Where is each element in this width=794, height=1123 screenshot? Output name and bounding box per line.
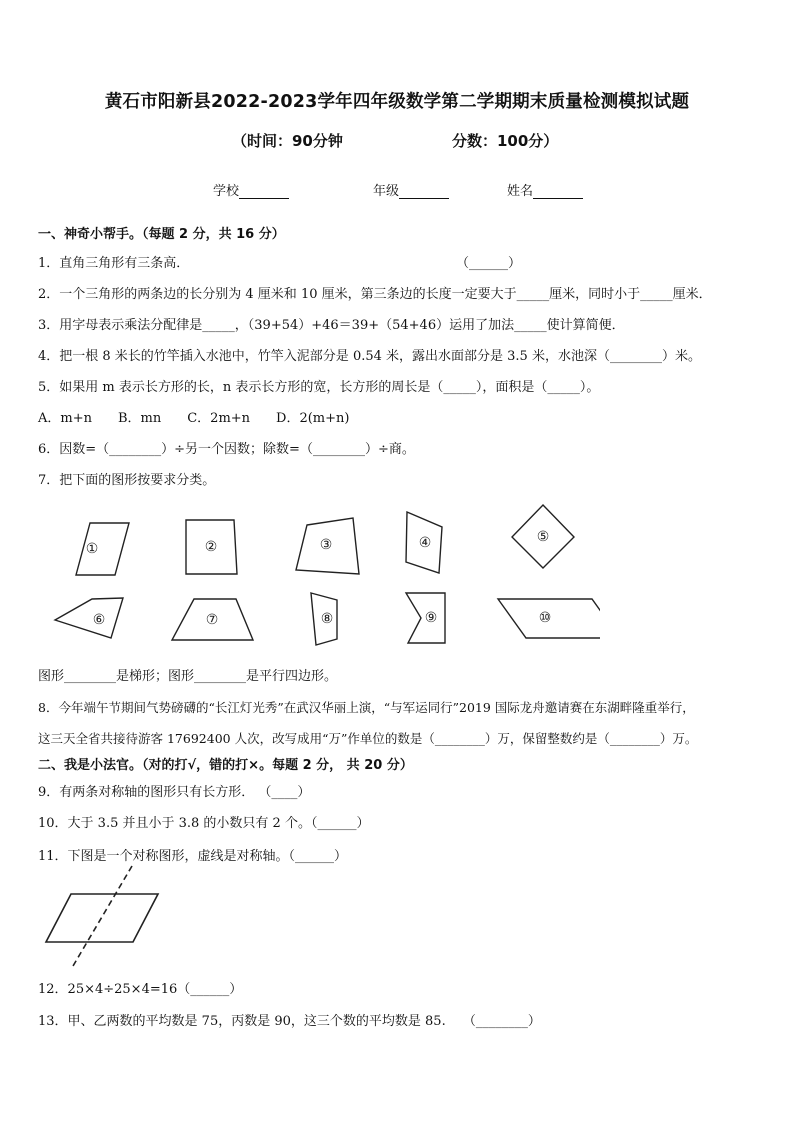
question-9: 9．有两条对称轴的图形只有长方形． （____） — [38, 785, 311, 800]
question-5: 5．如果用 m 表示长方形的长，n 表示长方形的宽，长方形的周长是（_____），面积是（_____）。 — [38, 380, 600, 395]
question-8-line-2: 这三天全省共接待游客 17692400 人次，改写成用“万”作单位的数是（________）万，保留整数约是（________）万。 — [38, 731, 698, 746]
question-6: 6．因数=（________）÷另一个因数；除数=（________）÷商。 — [38, 442, 415, 457]
question-1-blank: （______） — [456, 256, 522, 271]
shape-9-label: ⑨ — [424, 610, 438, 626]
symmetry-axis-line — [73, 866, 132, 966]
question-7: 7．把下面的图形按要求分类。 — [38, 473, 216, 488]
page-title: 黄石市阳新县2022-2023学年四年级数学第二学期期末质量检测模拟试题 — [104, 92, 690, 112]
shape-6-label: ⑥ — [92, 612, 106, 628]
section-2-heading: 二、我是小法官。（对的打√，错的打×。每题 2 分， 共 20 分） — [38, 758, 413, 773]
question-10: 10．大于 3.5 并且小于 3.8 的小数只有 2 个。（______） — [38, 816, 370, 831]
exam-time: （时间：90分钟 — [232, 132, 343, 150]
name-blank — [533, 184, 583, 199]
shape-1 — [76, 523, 129, 575]
shape-1-label: ① — [85, 541, 99, 557]
question-7-answer: 图形________是梯形；图形________是平行四边形。 — [38, 669, 338, 684]
grade-blank — [399, 184, 449, 199]
section-1-heading: 一、神奇小帮手。（每题 2 分，共 16 分） — [38, 227, 285, 242]
question-1: 1．直角三角形有三条高． — [38, 256, 190, 271]
shapes-figure — [40, 500, 600, 650]
name-label: 姓名 — [507, 184, 534, 199]
grade-label: 年级 — [373, 184, 400, 199]
shape-4-label: ④ — [418, 535, 432, 551]
question-4: 4．把一根 8 米长的竹竿插入水池中，竹竿入泥部分是 0.54 米，露出水面部分是 3.5 米，水池深（________）米。 — [38, 349, 701, 364]
school-blank — [239, 184, 289, 199]
name-field — [507, 180, 583, 199]
shape-5-label: ⑤ — [536, 529, 550, 545]
parallelogram-figure — [38, 862, 168, 972]
exam-score: 分数：100分） — [452, 132, 559, 150]
question-12: 12．25×4÷25×4=16（______） — [38, 982, 243, 997]
question-8-line-1: 8．今年端午节期间气势磅礴的“长江灯光秀”在武汉华丽上演，“与军运同行”2019 国际龙舟邀请赛在东湖畔隆重举行， — [38, 700, 695, 715]
shape-10-label: ⑩ — [538, 610, 552, 626]
question-5-options: A．m+n B．mn C．2m+n D．2(m+n) — [38, 411, 350, 426]
shape-7-label: ⑦ — [205, 612, 219, 628]
shape-8-label: ⑧ — [320, 611, 334, 627]
shape-3-label: ③ — [319, 537, 333, 553]
question-13: 13．甲、乙两数的平均数是 75，丙数是 90，这三个数的平均数是 85. （________） — [38, 1014, 541, 1029]
shape-2-label: ② — [204, 539, 218, 555]
grade-field — [373, 180, 449, 199]
school-field — [213, 180, 289, 199]
question-3: 3．用字母表示乘法分配律是_____，（39+54）+46＝39+（54+46）运用了加法_____使计算简便． — [38, 318, 625, 333]
school-label: 学校 — [213, 184, 240, 199]
shape-6 — [55, 598, 123, 638]
question-11: 11．下图是一个对称图形，虚线是对称轴。（______） — [38, 849, 348, 864]
question-2: 2．一个三角形的两条边的长分别为 4 厘米和 10 厘米，第三条边的长度一定要大于_____厘米，同时小于_____厘米． — [38, 287, 712, 302]
